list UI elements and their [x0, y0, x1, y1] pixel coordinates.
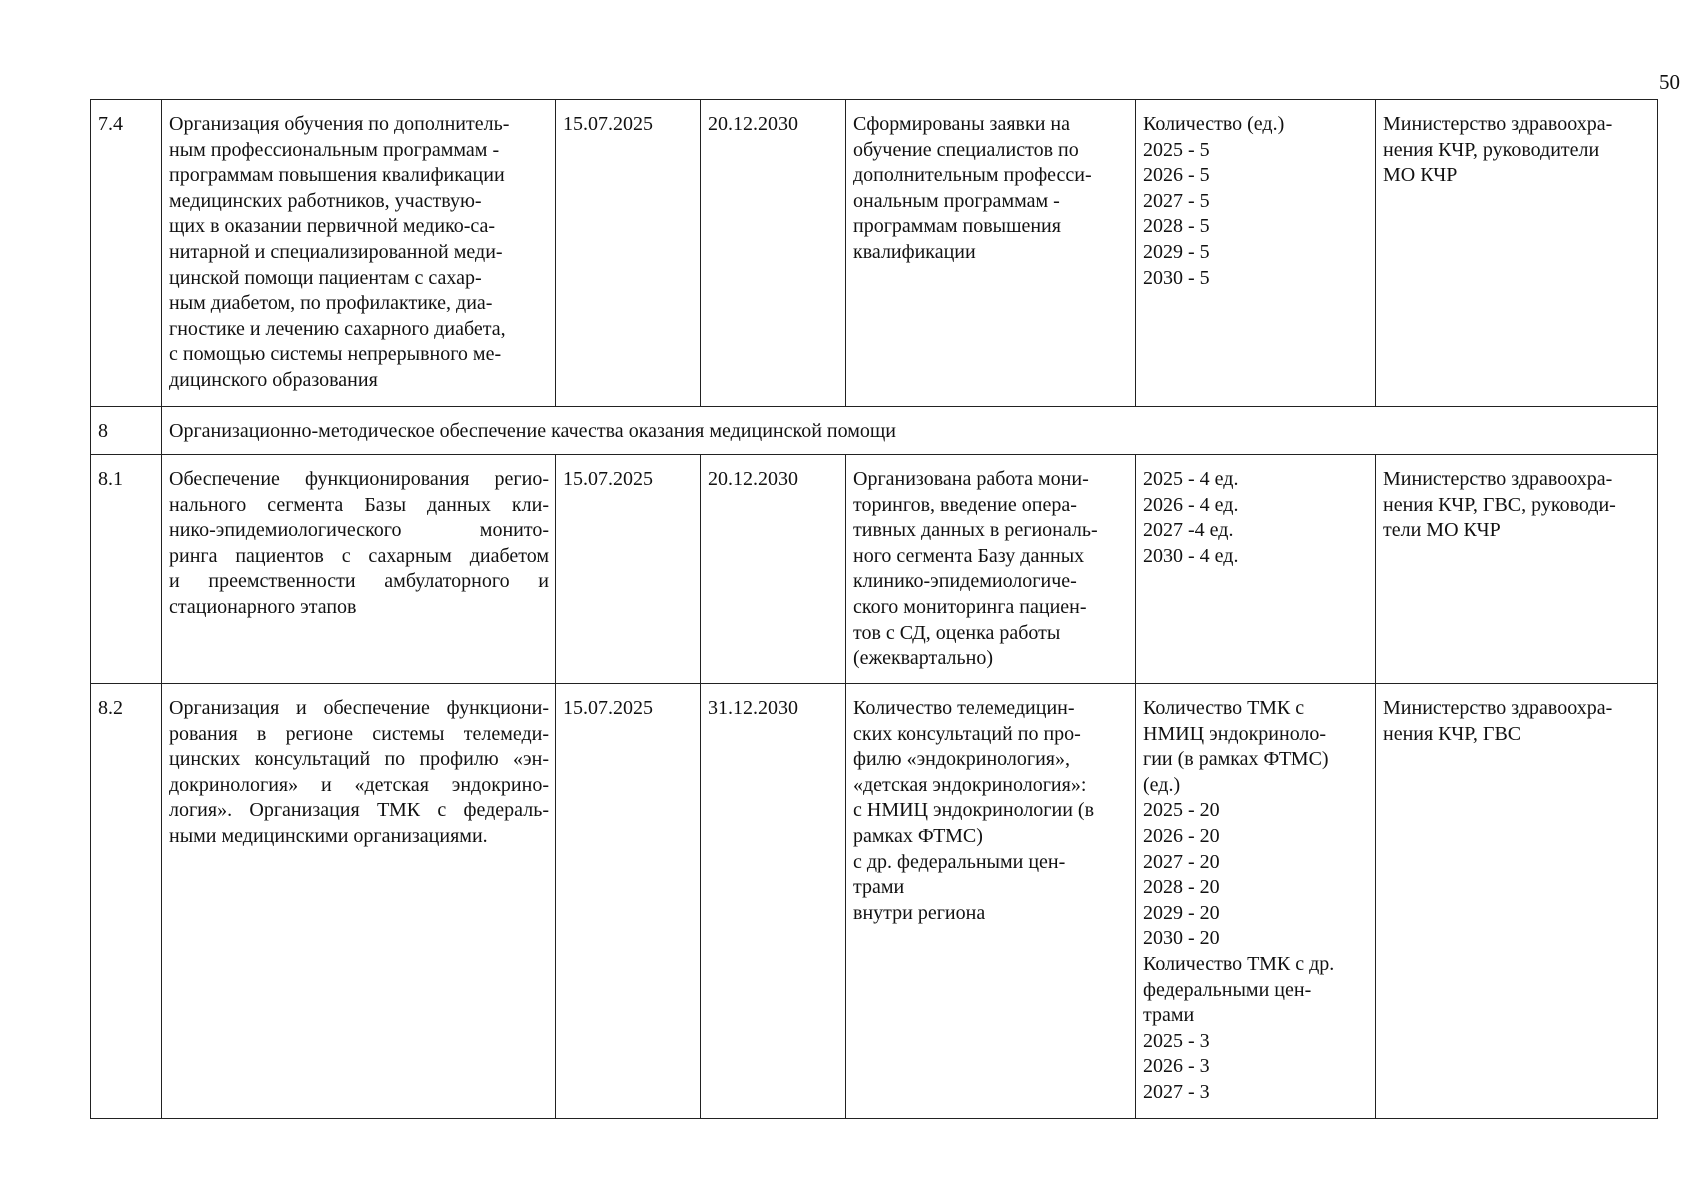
text-line: 2026 - 5: [1143, 164, 1210, 187]
text-line: Сформированы заявки на: [853, 113, 1070, 135]
result-cell: [846, 455, 1136, 684]
row-number-cell: 8.2: [91, 684, 162, 1119]
text-line: программам повышения квалификации: [169, 164, 505, 187]
task-cell: [162, 684, 556, 1119]
text-line: цинской помощи пациентам с сахар-: [169, 266, 482, 289]
text-line: МО КЧР: [1383, 164, 1458, 187]
text-line: 2030 - 4 ед.: [1143, 544, 1239, 567]
text-line: с помощью системы непрерывного ме-: [169, 343, 502, 366]
text-line: дополнительным професси-: [853, 164, 1092, 187]
text-line: трами: [1143, 1004, 1195, 1027]
table-row: [91, 455, 1658, 684]
start-date-cell: 15.07.2025: [556, 100, 701, 407]
text-line: дицинского образования: [169, 368, 378, 391]
table-row: [91, 100, 1658, 407]
text-line: тели МО КЧР: [1383, 519, 1501, 542]
text-line: 2026 - 4 ед.: [1143, 493, 1239, 516]
text-line: федеральными цен-: [1143, 978, 1312, 1001]
text-line: гностике и лечению сахарного диабета,: [169, 317, 506, 340]
text-line: тивных данных в региональ-: [853, 519, 1098, 542]
text-line: НМИЦ эндокриноло-: [1143, 722, 1327, 745]
text-line: 2027 - 20: [1143, 850, 1220, 873]
text-line: 2025 - 4 ед.: [1143, 468, 1239, 490]
text-line: ских консультаций по про-: [853, 722, 1081, 745]
text-line: Обеспечение функционирования регио-: [169, 468, 549, 490]
text-line: Количество ТМК с др.: [1143, 952, 1335, 975]
responsible-cell: [1376, 684, 1658, 1119]
text-line: 2027 - 5: [1143, 189, 1210, 212]
text-line: Министерство здравоохра-: [1383, 113, 1613, 135]
text-line: 2027 - 3: [1143, 1080, 1210, 1103]
text-line: нения КЧР, ГВС, руководи-: [1383, 493, 1616, 516]
end-date-cell: 20.12.2030: [701, 100, 846, 407]
text-line: щих в оказании первичной медико-са-: [169, 215, 496, 238]
text-line: обучение специалистов по: [853, 138, 1079, 161]
task-cell: [162, 455, 556, 684]
text-line: 2026 - 3: [1143, 1055, 1210, 1078]
indicator-cell: [1136, 684, 1376, 1119]
section-title-cell: Организационно-методическое обеспечение качества оказания медицинской помощи: [162, 407, 1658, 455]
text-line: программам повышения: [853, 215, 1061, 238]
text-line: 2030 - 20: [1143, 927, 1220, 950]
text-line: нального сегмента Базы данных кли-: [169, 493, 549, 516]
text-line: Организация обучения по дополнитель-: [169, 113, 510, 135]
text-line: медицинских работников, участвую-: [169, 189, 482, 212]
text-line: гии (в рамках ФТМС): [1143, 748, 1329, 771]
activity-plan-table: [90, 99, 1658, 1119]
responsible-cell: [1376, 455, 1658, 684]
text-line: ным диабетом, по профилактике, диа-: [169, 292, 493, 315]
text-line: (ежеквартально): [853, 647, 993, 670]
text-line: 2030 - 5: [1143, 266, 1210, 289]
text-line: 2027 -4 ед.: [1143, 519, 1234, 542]
text-line: 2029 - 20: [1143, 901, 1220, 924]
text-line: логия». Организация ТМК с федераль-: [169, 799, 549, 822]
text-line: трами: [853, 876, 905, 899]
result-cell: [846, 100, 1136, 407]
text-line: Министерство здравоохра-: [1383, 697, 1613, 719]
section-number-cell: 8: [91, 407, 162, 455]
text-line: рамках ФТМС): [853, 824, 983, 847]
text-line: 2025 - 20: [1143, 799, 1220, 822]
text-line: торингов, введение опера-: [853, 493, 1077, 516]
row-number-cell: 7.4: [91, 100, 162, 407]
text-line: «детская эндокринология»:: [853, 773, 1087, 796]
text-line: квалификации: [853, 240, 976, 263]
section-row: [91, 407, 1658, 455]
end-date-cell: 31.12.2030: [701, 684, 846, 1119]
text-line: цинских консультаций по профилю «эн-: [169, 748, 549, 771]
text-line: 2026 - 20: [1143, 824, 1220, 847]
text-line: рования в регионе системы телемеди-: [169, 722, 549, 745]
text-line: ского мониторинга пациен-: [853, 595, 1087, 618]
text-line: 2029 - 5: [1143, 240, 1210, 263]
text-line: с НМИЦ эндокринологии (в: [853, 799, 1095, 822]
text-line: 2028 - 20: [1143, 876, 1220, 899]
text-line: клинико-эпидемиологиче-: [853, 570, 1077, 593]
text-line: 2028 - 5: [1143, 215, 1210, 238]
start-date-cell: 15.07.2025: [556, 455, 701, 684]
text-line: с др. федеральными цен-: [853, 850, 1066, 873]
row-number-cell: 8.1: [91, 455, 162, 684]
table-row: [91, 684, 1658, 1119]
text-line: ного сегмента Базу данных: [853, 544, 1085, 567]
text-line: докринология» и «детская эндокрино-: [169, 773, 549, 796]
text-line: Количество ТМК с: [1143, 697, 1305, 719]
text-line: стационарного этапов: [169, 595, 357, 618]
text-line: Организация и обеспечение функциони-: [169, 697, 549, 719]
start-date-cell: 15.07.2025: [556, 684, 701, 1119]
text-line: ными медицинскими организациями.: [169, 824, 488, 847]
result-cell: [846, 684, 1136, 1119]
text-line: и преемственности амбулаторного и: [169, 570, 549, 593]
indicator-cell: [1136, 455, 1376, 684]
text-line: нитарной и специализированной меди-: [169, 240, 503, 263]
text-line: 2025 - 3: [1143, 1029, 1210, 1052]
text-line: Организована работа мони-: [853, 468, 1089, 490]
text-line: ринга пациентов с сахарным диабетом: [169, 544, 549, 567]
text-line: 2025 - 5: [1143, 138, 1210, 161]
text-line: (ед.): [1143, 773, 1181, 796]
text-line: ным профессиональным программам -: [169, 138, 500, 161]
text-line: ональным программам -: [853, 189, 1060, 212]
text-line: Количество телемедицин-: [853, 697, 1075, 719]
text-line: нения КЧР, руководители: [1383, 138, 1600, 161]
text-line: нико-эпидемиологического монито-: [169, 519, 549, 542]
task-cell: [162, 100, 556, 407]
text-line: внутри региона: [853, 901, 986, 924]
indicator-cell: [1136, 100, 1376, 407]
text-line: Количество (ед.): [1143, 113, 1285, 135]
page-number: 50: [1659, 70, 1680, 94]
end-date-cell: 20.12.2030: [701, 455, 846, 684]
text-line: нения КЧР, ГВС: [1383, 722, 1522, 745]
text-line: Министерство здравоохра-: [1383, 468, 1613, 490]
text-line: тов с СД, оценка работы: [853, 621, 1061, 644]
text-line: филю «эндокринология»,: [853, 748, 1070, 771]
responsible-cell: [1376, 100, 1658, 407]
